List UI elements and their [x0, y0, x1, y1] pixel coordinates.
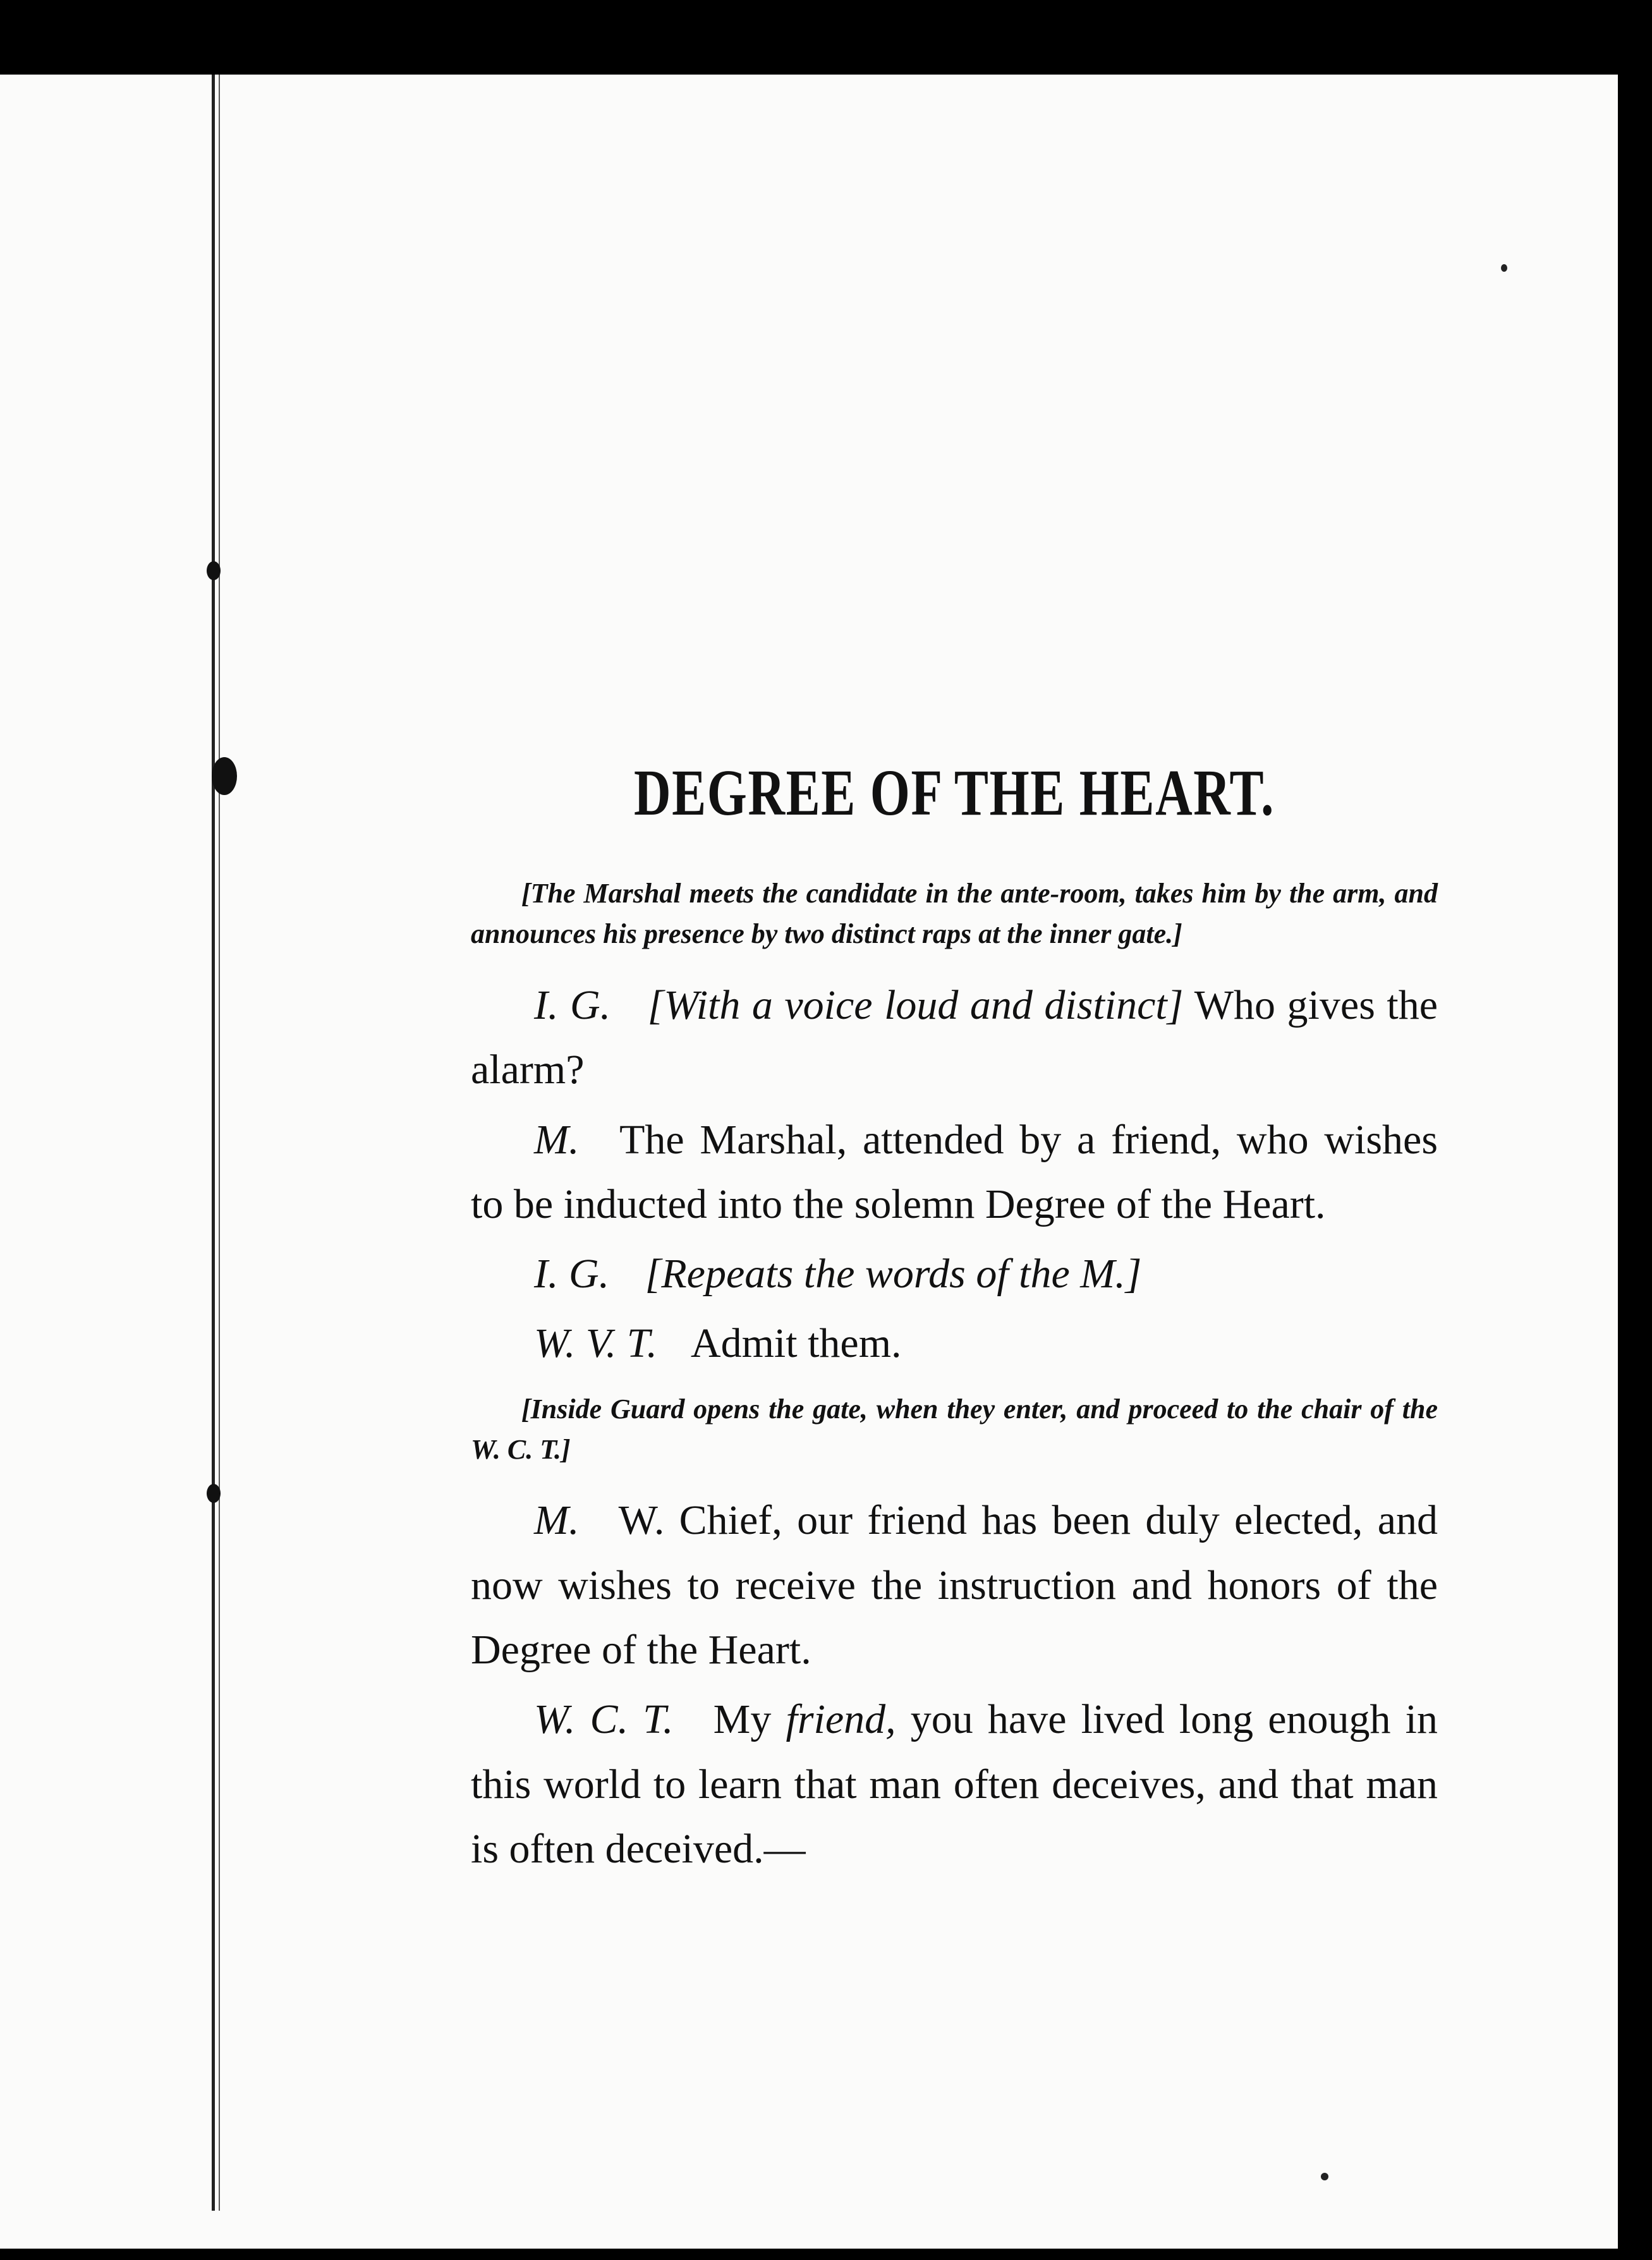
speech: My	[713, 1696, 772, 1743]
book-page	[0, 75, 1618, 2249]
speaker: W. V. T.	[534, 1320, 658, 1367]
dialogue-line	[471, 1242, 1438, 1306]
page-title: DEGREE OF THE HEART.	[634, 756, 1275, 829]
ink-speck	[1321, 2173, 1328, 2180]
stage-direction: [The Marshal meets the candidate in the ante-room, takes him by the arm, and announces his presence by two distinct raps at the inner gate.]	[471, 878, 1438, 950]
speech: you have lived long enough in this world to learn that man often deceives, and that man is often deceived.—	[471, 1696, 1438, 1872]
binding-knot	[207, 1484, 221, 1503]
speech: Admit them.	[690, 1320, 902, 1367]
binding-knot	[212, 757, 237, 795]
dialogue-line	[471, 1488, 1438, 1682]
speaker: M.	[534, 1497, 580, 1544]
speech: The Marshal, attended by a friend, who wishes to be inducted into the solemn Degree of the Heart.	[471, 1116, 1438, 1227]
dialogue-line	[471, 1687, 1438, 1881]
speech: W. Chief, our friend has been duly elected, and now wishes to receive the instruction and honors of the Degree of the Heart.	[471, 1497, 1438, 1673]
binding-knot	[207, 561, 221, 580]
speaker: M.	[534, 1116, 580, 1163]
speaker: I. G.	[534, 981, 611, 1028]
speaker: I. G.	[534, 1251, 610, 1297]
text-block	[471, 757, 1438, 1886]
stage-note: [Repeats the words of the M.]	[645, 1251, 1142, 1297]
dialogue-line	[471, 1108, 1438, 1237]
speaker: W. C. T.	[534, 1696, 674, 1743]
binding-thread-shadow	[219, 75, 220, 2211]
stage-direction: [Inside Guard opens the gate, when they enter, and proceed to the chair of the W. C. T.]	[471, 1393, 1438, 1465]
speech-emphasis: friend,	[786, 1696, 896, 1743]
dialogue-line	[471, 1311, 1438, 1376]
ink-speck	[1501, 264, 1507, 272]
dialogue-line	[471, 973, 1438, 1103]
stage-note: [With a voice loud and distinct]	[647, 981, 1184, 1028]
binding-thread	[212, 75, 215, 2211]
speech: Who gives the alarm?	[471, 981, 1438, 1093]
